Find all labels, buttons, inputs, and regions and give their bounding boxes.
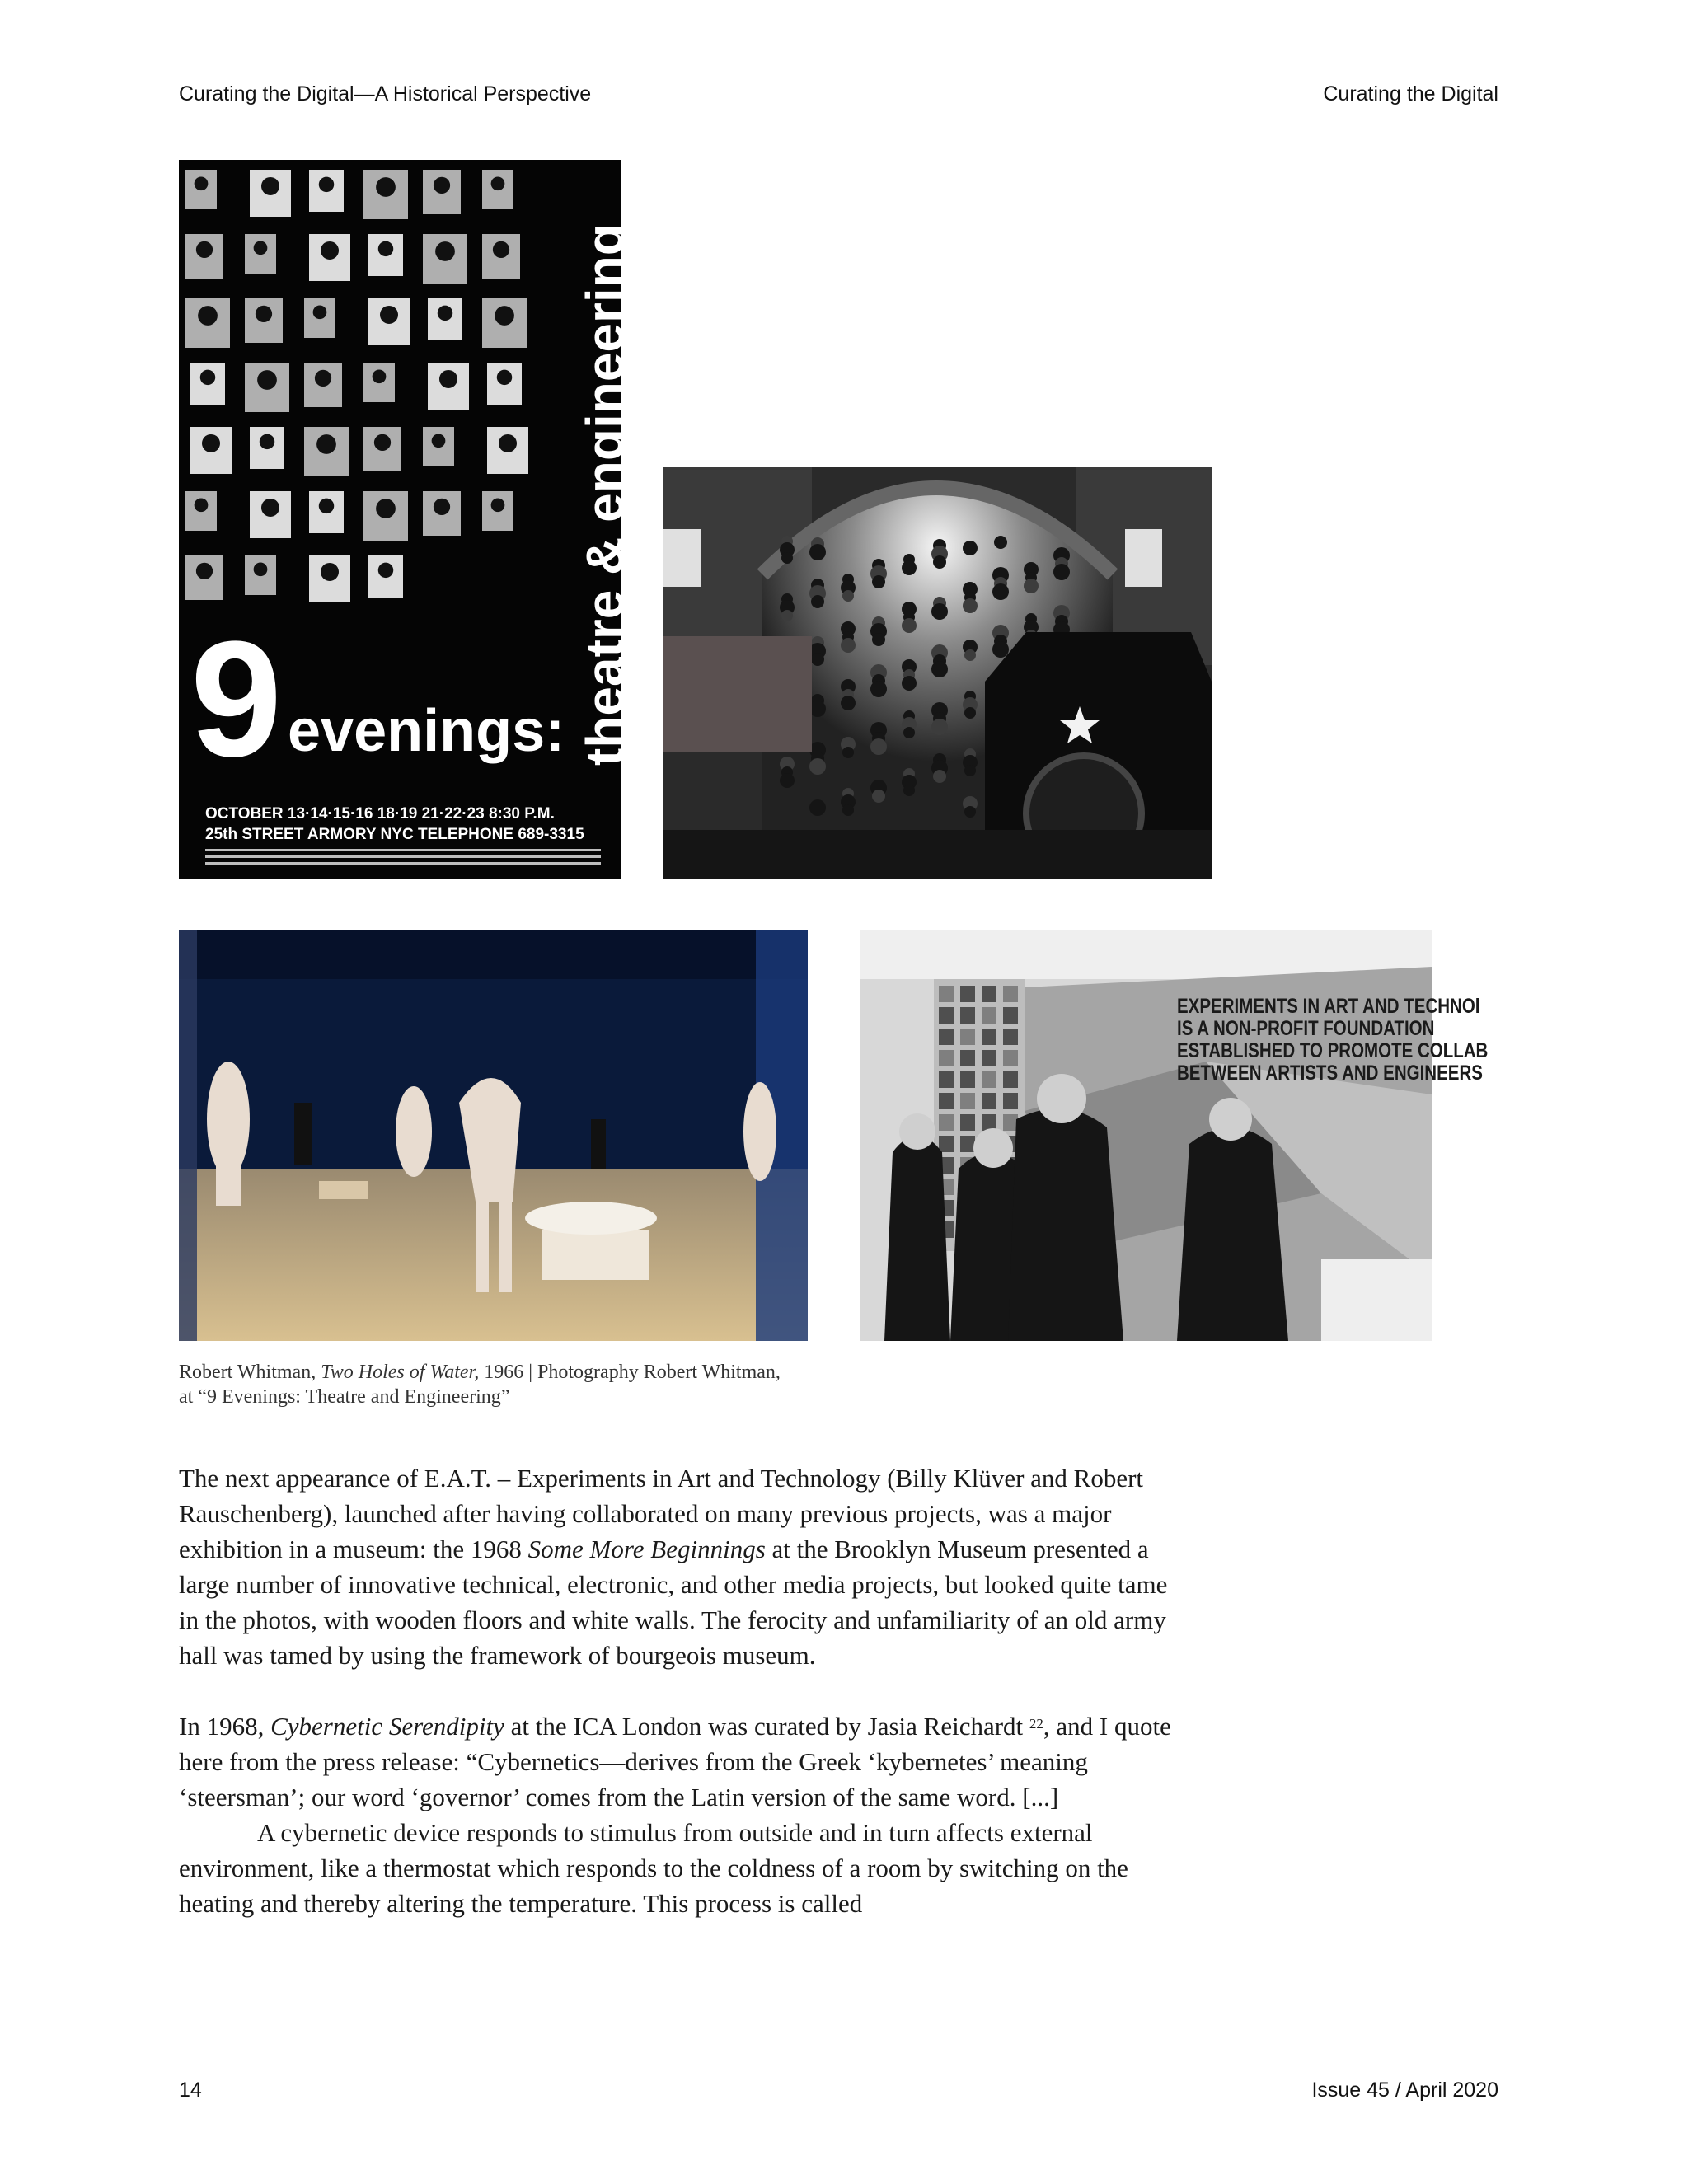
banner-line: EXPERIMENTS IN ART AND TECHNOl (1177, 995, 1480, 1018)
footnote-reference[interactable]: 22 (1029, 1716, 1043, 1732)
body-paragraph (179, 1708, 1184, 1815)
two-holes-of-water-performance-photo (179, 930, 808, 1341)
eat-booth-photo (860, 930, 1489, 1341)
exhibition-title: Some More Beginnings (528, 1535, 766, 1563)
banner-line: BETWEEN ARTISTS AND ENGINEERS (1177, 1062, 1483, 1085)
poster-credits-fine-print (205, 849, 601, 867)
eat-banner-text (1177, 996, 1488, 1085)
page-number: 14 (179, 2079, 202, 2102)
caption-work-title: Two Holes of Water, (321, 1361, 480, 1383)
body-paragraph (179, 1460, 1184, 1673)
article-body (179, 1460, 1184, 1921)
exhibition-title: Cybernetic Serendipity (270, 1712, 504, 1741)
text-span: In 1968, (179, 1712, 271, 1741)
poster-venue: 25th STREET ARMORY NYC TELEPHONE 689-3315 (205, 826, 584, 843)
armory-crowd-photo (663, 467, 1212, 879)
poster-vertical-title: theatre & engineering (575, 223, 635, 766)
text-span: at the Brooklyn Museum presented a large number of innovative technical, electronic, and other media projects, but looked quite tame in the photos, with wooden floors and white walls. The ferocity and unfamiliarity of an old army hall was tamed by using the framework of bourgeois museum. (179, 1535, 1168, 1670)
text-span: The next appearance of E.A.T. – Experiments in Art and Technology (Billy Klüver and Robert Rauschenberg), launched after having collaborated on many previous projects, was a major exhibition in a museum: the 1968 (179, 1464, 1144, 1563)
text-span: , and I quote here from the press release: “Cybernetics—derives from the Greek ‘kybernetes’ meaning ‘steersman’; our word ‘governor’ comes from the Latin version of the same word. [...] (179, 1712, 1171, 1811)
poster-evenings-text: evenings: (288, 698, 565, 764)
nine-evenings-poster-image (179, 160, 635, 879)
poster-number-nine: 9 (190, 607, 283, 791)
caption-context: at “9 Evenings: Theatre and Engineering” (179, 1386, 510, 1408)
poster-dates: OCTOBER 13·14·15·16 18·19 21·22·23 8:30 P.M. (205, 805, 555, 823)
body-paragraph: A cybernetic device responds to stimulus from outside and in turn affects external environment, like a thermostat which responds to the coldness of a room by switching on the heating and thereby altering the temperature. This process is called (179, 1818, 1128, 1918)
caption-credit: 1966 | Photography Robert Whitman, (479, 1361, 781, 1383)
text-span: at the ICA London was curated by Jasia Reichardt (504, 1712, 1029, 1741)
banner-line: ESTABLISHED TO PROMOTE COLLAB (1177, 1039, 1489, 1062)
image-caption (179, 1360, 855, 1409)
caption-author: Robert Whitman, (179, 1361, 321, 1383)
running-header-section: Curating the Digital (1323, 82, 1498, 105)
issue-info: Issue 45 / April 2020 (1311, 2079, 1498, 2102)
running-header-title: Curating the Digital—A Historical Perspective (179, 82, 592, 105)
banner-line: IS A NON-PROFIT FOUNDATION (1177, 1017, 1435, 1040)
